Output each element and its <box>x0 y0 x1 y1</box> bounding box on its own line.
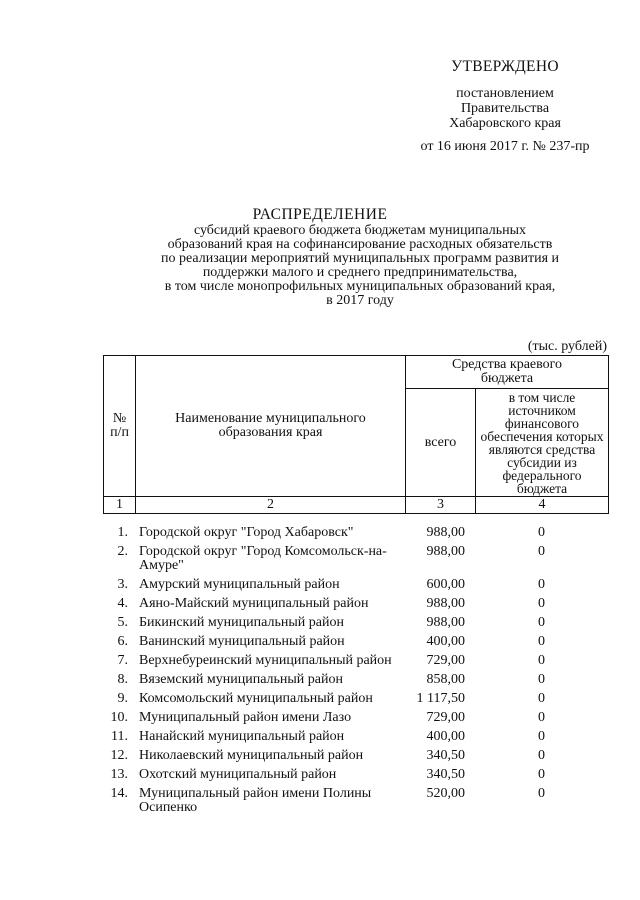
row-name: Муниципальный район имени Полины Осипенко <box>139 786 372 815</box>
approval-stamp <box>400 58 610 155</box>
table-row <box>103 673 608 692</box>
row-name: Амурский муниципальный район <box>139 577 340 592</box>
table-header <box>103 355 609 514</box>
row-name: Бикинский муниципальный район <box>139 615 344 630</box>
row-name: Верхнебуреинский муниципальный район <box>139 653 392 668</box>
header-funds: Средства краевого бюджета <box>406 356 609 389</box>
table-row <box>103 730 608 749</box>
document-subtitle <box>100 224 620 308</box>
row-federal: 0 <box>538 634 545 649</box>
row-total: 1 117,50 <box>416 691 465 706</box>
row-total: 988,00 <box>426 544 465 559</box>
column-number: 1 <box>104 497 136 514</box>
row-number: 12. <box>110 748 128 763</box>
row-total: 729,00 <box>426 653 465 668</box>
row-federal: 0 <box>538 596 545 611</box>
row-total: 340,50 <box>426 748 465 763</box>
row-federal: 0 <box>538 672 545 687</box>
row-number: 9. <box>117 691 128 706</box>
row-name: Нанайский муниципальный район <box>139 729 345 744</box>
approval-date: от 16 июня 2017 г. № 237-пр <box>420 139 590 154</box>
header-federal: в том числе источником финансового обеспечения которых являются средства субсидии из федерального бюджета <box>476 389 609 497</box>
header-name: Наименование муниципального образования края <box>136 356 406 497</box>
row-name: Охотский муниципальный район <box>139 767 337 782</box>
row-federal: 0 <box>538 653 545 668</box>
row-number: 6. <box>117 634 128 649</box>
row-federal: 0 <box>538 767 545 782</box>
row-federal: 0 <box>538 729 545 744</box>
row-federal: 0 <box>538 615 545 630</box>
row-name: Городской округ "Город Хабаровск" <box>139 525 354 540</box>
data-table <box>103 526 608 820</box>
table-row <box>103 692 608 711</box>
row-number: 4. <box>117 596 128 611</box>
column-number: 4 <box>476 497 609 514</box>
row-total: 400,00 <box>426 634 465 649</box>
units-label: (тыс. рублей) <box>527 339 607 354</box>
table-row <box>103 616 608 635</box>
header-total: всего <box>406 389 476 497</box>
row-number: 5. <box>117 615 128 630</box>
table-row <box>103 545 608 578</box>
row-federal: 0 <box>538 525 545 540</box>
approval-line-3: Хабаровского края <box>449 116 561 131</box>
subtitle-line: в 2017 году <box>326 293 394 308</box>
row-federal: 0 <box>538 710 545 725</box>
table-row <box>103 787 608 820</box>
column-number: 3 <box>406 497 476 514</box>
header-num: № п/п <box>104 356 136 497</box>
row-total: 729,00 <box>426 710 465 725</box>
row-total: 340,50 <box>426 767 465 782</box>
subtitle-line: по реализации мероприятий муниципальных программ развития и <box>161 251 559 266</box>
table-row <box>103 654 608 673</box>
row-number: 2. <box>117 544 128 559</box>
row-number: 7. <box>117 653 128 668</box>
subtitle-line: в том числе монопрофильных муниципальных образований края, <box>164 279 556 294</box>
table-row <box>103 635 608 654</box>
subtitle-line: субсидий краевого бюджета бюджетам муниципальных <box>193 223 527 238</box>
approval-line-2: Правительства <box>460 101 550 116</box>
row-number: 13. <box>110 767 128 782</box>
table-row <box>103 711 608 730</box>
row-federal: 0 <box>538 691 545 706</box>
row-number: 8. <box>117 672 128 687</box>
row-federal: 0 <box>538 786 545 801</box>
row-total: 988,00 <box>426 596 465 611</box>
table-row <box>103 597 608 616</box>
row-name: Аяно-Майский муниципальный район <box>139 596 369 611</box>
row-name: Муниципальный район имени Лазо <box>139 710 352 725</box>
row-number: 1. <box>117 525 128 540</box>
table-row <box>103 749 608 768</box>
table-row <box>103 578 608 597</box>
row-total: 858,00 <box>426 672 465 687</box>
row-federal: 0 <box>538 748 545 763</box>
subtitle-line: поддержки малого и среднего предпринимательства, <box>202 265 518 280</box>
row-total: 520,00 <box>426 786 465 801</box>
row-number: 10. <box>110 710 128 725</box>
row-number: 3. <box>117 577 128 592</box>
row-name: Комсомольский муниципальный район <box>139 691 373 706</box>
row-total: 988,00 <box>426 615 465 630</box>
row-name: Николаевский муниципальный район <box>139 748 364 763</box>
subtitle-line: образований края на софинансирование расходных обязательств <box>167 237 553 252</box>
row-name: Городской округ "Город Комсомольск-на-Амуре" <box>139 544 387 573</box>
row-total: 400,00 <box>426 729 465 744</box>
row-number: 14. <box>110 786 128 801</box>
approval-line-1: постановлением <box>456 86 554 101</box>
document-title: РАСПРЕДЕЛЕНИЕ <box>252 206 388 223</box>
row-federal: 0 <box>538 577 545 592</box>
row-total: 600,00 <box>426 577 465 592</box>
table-row <box>103 768 608 787</box>
approval-title: УТВЕРЖДЕНО <box>451 58 559 75</box>
row-name: Ванинский муниципальный район <box>139 634 345 649</box>
table-row <box>103 526 608 545</box>
row-federal: 0 <box>538 544 545 559</box>
column-number: 2 <box>136 497 406 514</box>
row-name: Вяземский муниципальный район <box>139 672 343 687</box>
row-number: 11. <box>111 729 128 744</box>
row-total: 988,00 <box>426 525 465 540</box>
